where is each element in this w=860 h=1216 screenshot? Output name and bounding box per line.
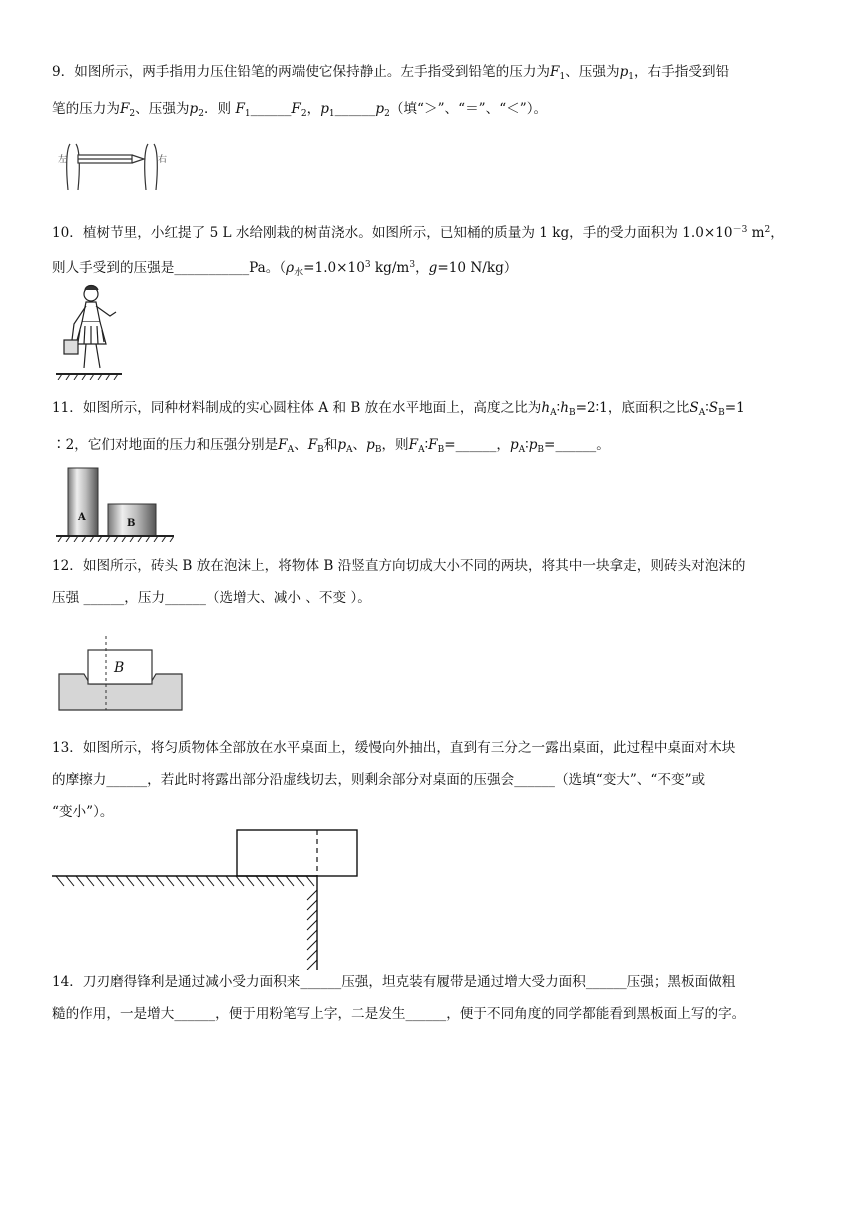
q11-text: =2∶1，底面积之比 xyxy=(575,400,690,416)
sub: A xyxy=(418,445,425,455)
q11-text: ∶ xyxy=(705,400,709,416)
question-11 xyxy=(52,392,812,466)
answer-blank[interactable]: ______ xyxy=(174,1006,216,1022)
sub: 2 xyxy=(129,109,136,119)
q9-text: ，右手指受到铅 xyxy=(634,64,730,80)
q13-line-3 xyxy=(52,796,812,828)
q10-number: 10． xyxy=(52,225,83,241)
q9-text: 、压强为 xyxy=(565,64,620,80)
question-13 xyxy=(52,732,812,828)
sub: A xyxy=(698,408,706,418)
sub: B xyxy=(374,445,382,455)
sub: 2 xyxy=(384,109,390,119)
brick-on-foam-figure xyxy=(58,634,184,712)
q10-text: =1.0×10 xyxy=(303,260,365,276)
var-pA: p xyxy=(509,437,519,453)
q12-text: ，压力 xyxy=(124,590,166,606)
q13-text: （选填“变大”、“不变”或 xyxy=(554,772,706,788)
var-hB: h xyxy=(560,400,569,416)
q11-text: ，则 xyxy=(381,437,409,453)
q14-number: 14． xyxy=(52,974,83,990)
var-g: g xyxy=(428,260,438,276)
sup: －3 xyxy=(732,225,748,235)
q9-text: 如图所示，两手指用力压住铅笔的两端使它保持静止。左手指受到铅笔的压力为 xyxy=(74,64,551,80)
q9-number: 9． xyxy=(52,64,75,80)
sub: 1 xyxy=(559,72,566,82)
q11-text: 如图所示，同种材料制成的实心圆柱体 A 和 B 放在水平地面上，高度之比为 xyxy=(82,400,542,416)
q10-line-1 xyxy=(52,214,812,249)
fig-label-B: B xyxy=(114,660,125,676)
q12-text: 如图所示，砖头 B 放在泡沫上，将物体 B 沿竖直方向切成大小不同的两块，将其中一块拿走，则砖头对泡沫的 xyxy=(82,558,746,574)
answer-blank[interactable]: ______ xyxy=(455,437,497,453)
q13-text: 如图所示，将匀质物体全部放在水平桌面上，缓慢向外抽出，直到有三分之一露出桌面，此过程中桌面对木块 xyxy=(82,740,736,756)
q11-text: 、 xyxy=(352,437,367,453)
q9-text: ， xyxy=(306,101,321,117)
fig-label-A: A xyxy=(78,512,86,523)
var-pA: p xyxy=(337,437,347,453)
sub: 1 xyxy=(628,72,635,82)
var-rho: ρ xyxy=(286,260,295,276)
q14-text: 糙的作用，一是增大 xyxy=(52,1006,175,1022)
sup: 2 xyxy=(764,225,771,235)
q13-line-2 xyxy=(52,764,812,796)
var-F2: F xyxy=(119,101,130,117)
q14-text: 压强；黑板面做粗 xyxy=(626,974,736,990)
sub: 1 xyxy=(244,109,251,119)
q9-text: （填“＞”、“＝”、“＜”）。 xyxy=(389,101,548,117)
answer-blank[interactable]: ______ xyxy=(555,437,597,453)
sub: A xyxy=(518,445,526,455)
q10-text: kg/m xyxy=(370,260,410,276)
question-10 xyxy=(52,214,812,289)
var-F1: F xyxy=(550,64,560,80)
q9-text: 、压强为 xyxy=(135,101,190,117)
answer-blank[interactable]: ___________ xyxy=(174,260,250,276)
var-pB: p xyxy=(528,437,538,453)
question-9 xyxy=(52,56,812,130)
q12-text: 压强 xyxy=(52,590,84,606)
q12-line-2 xyxy=(52,582,812,614)
girl-with-bucket-figure xyxy=(56,282,122,380)
q11-text: ， xyxy=(496,437,510,453)
sub: B xyxy=(568,408,576,418)
var-SA: S xyxy=(689,400,699,416)
q10-line-2 xyxy=(52,249,812,289)
fig-label-B: B xyxy=(127,518,136,529)
q11-text: 、 xyxy=(294,437,308,453)
fig-right-label: 右 xyxy=(158,155,168,165)
sub: A xyxy=(287,445,295,455)
q11-text: ∶ xyxy=(525,437,529,453)
q11-text: 和 xyxy=(323,437,338,453)
answer-blank[interactable]: ______ xyxy=(300,974,342,990)
q13-text: 的摩擦力 xyxy=(52,772,107,788)
answer-blank[interactable]: ______ xyxy=(106,772,148,788)
q11-line-2 xyxy=(52,429,812,466)
q9-text: ．则 xyxy=(203,101,232,117)
q11-text: = xyxy=(444,437,456,453)
var-p2: p xyxy=(189,101,199,117)
sub: 2 xyxy=(198,109,204,119)
sub: 水 xyxy=(294,268,304,278)
q13-number: 13． xyxy=(52,740,83,756)
q11-number: 11． xyxy=(52,400,83,416)
cylinders-figure xyxy=(56,464,174,542)
sub: 1 xyxy=(328,109,335,119)
q11-text: =1 xyxy=(724,400,745,416)
q10-text: m xyxy=(747,225,765,241)
var-p2: p xyxy=(375,101,385,117)
sub: B xyxy=(537,445,545,455)
sub: B xyxy=(718,408,725,418)
q13-text: “变小”）。 xyxy=(52,804,114,820)
var-F1: F xyxy=(235,101,245,117)
q11-line-1 xyxy=(52,392,812,429)
sub: A xyxy=(550,408,557,418)
q14-line-2 xyxy=(52,998,812,1030)
q14-text: ，便于不同角度的同学都能看到黑板面上写的字。 xyxy=(446,1006,746,1022)
var-FB: F xyxy=(428,437,438,453)
var-p1: p xyxy=(320,101,329,117)
q10-text: 则人手受到的压强是 xyxy=(52,260,175,276)
block-on-table-figure xyxy=(52,828,364,970)
sub: B xyxy=(317,445,324,455)
q13-line-1 xyxy=(52,732,812,764)
var-FB: F xyxy=(307,437,318,453)
answer-blank[interactable]: ______ xyxy=(83,590,125,606)
q11-text: = xyxy=(544,437,556,453)
q9-line-1 xyxy=(52,56,812,93)
var-pB: p xyxy=(366,437,375,453)
answer-blank[interactable]: ______ xyxy=(405,1006,447,1022)
q14-line-1 xyxy=(52,966,812,998)
var-FA: F xyxy=(278,437,288,453)
sub: 2 xyxy=(300,109,307,119)
q13-text: ，若此时将露出部分沿虚线切去，则剩余部分对桌面的压强会 xyxy=(147,772,515,788)
sup: 3 xyxy=(409,260,416,270)
var-SB: S xyxy=(708,400,719,416)
answer-blank[interactable]: ______ xyxy=(514,772,555,788)
q11-text: ∶ xyxy=(556,400,561,416)
sup: 3 xyxy=(364,260,371,270)
answer-blank[interactable]: ______ xyxy=(250,101,292,117)
q14-text: 刀刃磨得锋利是通过减小受力面积来 xyxy=(82,974,301,990)
q10-text: ， xyxy=(415,260,429,276)
sub: B xyxy=(437,445,445,455)
question-12 xyxy=(52,550,812,614)
q11-text: 。 xyxy=(596,437,610,453)
q12-line-1 xyxy=(52,550,812,582)
q14-text: ，便于用粉笔写上字，二是发生 xyxy=(215,1006,406,1022)
pencil-fingers-figure xyxy=(56,140,168,196)
q14-text: 压强，坦克装有履带是通过增大受力面积 xyxy=(341,974,586,990)
answer-blank[interactable]: ______ xyxy=(585,974,627,990)
q10-text: 植树节里，小红提了 5 L 水给刚栽的树苗浇水。如图所示，已知桶的质量为 1 kg，手的受力面积为 1.0×10 xyxy=(82,225,733,241)
q11-text: ∶ xyxy=(424,437,429,453)
answer-blank[interactable]: ______ xyxy=(165,590,206,606)
var-p1: p xyxy=(619,64,629,80)
q9-text: 笔的压力为 xyxy=(52,101,120,117)
var-FA: F xyxy=(408,437,419,453)
q10-text: =10 N/kg） xyxy=(437,260,518,276)
q10-text: ， xyxy=(770,225,784,241)
q11-text: ∶2，它们对地面的压力和压强分别是 xyxy=(52,437,279,453)
q12-text: （选增大、减小 、不变 ）。 xyxy=(205,590,371,606)
q10-text: Pa。（ xyxy=(249,260,287,276)
q12-number: 12． xyxy=(52,558,83,574)
var-hA: h xyxy=(541,400,551,416)
answer-blank[interactable]: ______ xyxy=(334,101,376,117)
question-14 xyxy=(52,966,812,1030)
fig-left-label: 左 xyxy=(58,155,68,165)
q9-line-2 xyxy=(52,93,812,130)
var-F2: F xyxy=(291,101,301,117)
sub: A xyxy=(346,445,353,455)
